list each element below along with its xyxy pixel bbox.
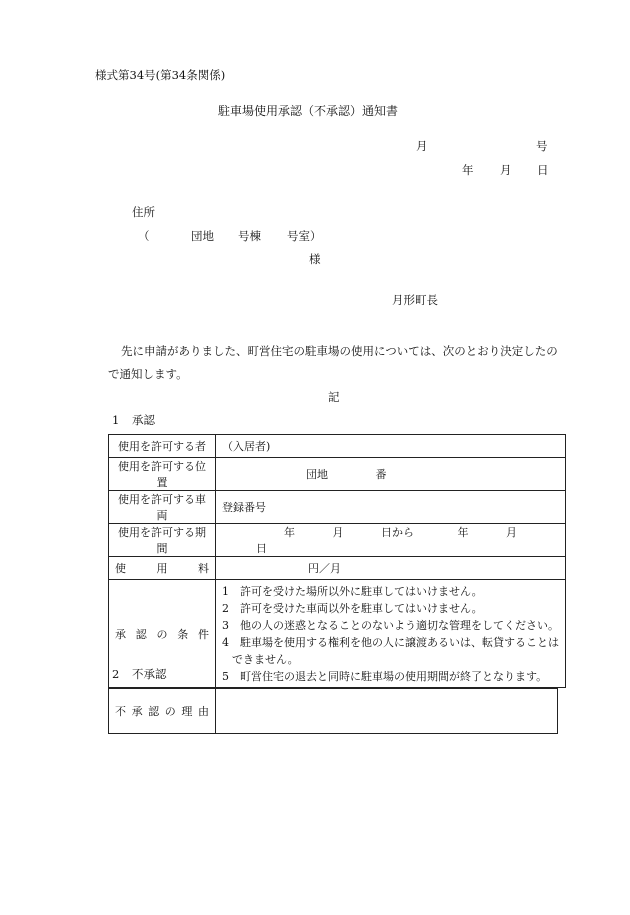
- honorific: 様: [309, 252, 321, 266]
- label-char: 用: [156, 562, 168, 575]
- row-value-person: [216, 435, 566, 458]
- date-day: 日: [537, 163, 549, 177]
- label-char: 理: [181, 705, 193, 718]
- unit-room: 号室）: [287, 229, 322, 243]
- date-year: 年: [462, 163, 474, 177]
- conditions-label: [115, 626, 209, 642]
- date-month: 月: [500, 163, 512, 177]
- label-char: 承: [115, 627, 126, 641]
- row-label-text: 使用を許可する位置: [118, 460, 206, 489]
- fee-value: 円／月: [308, 562, 341, 575]
- period-month-2: 月: [506, 526, 517, 539]
- ki-heading: 記: [328, 390, 340, 404]
- label-char: の: [164, 705, 176, 718]
- condition-item-4: 4 駐車場を使用する権利を他の人に譲渡あるいは、転貸することは: [222, 635, 559, 649]
- document-title: 駐車場使用承認（不承認）通知書: [218, 104, 399, 118]
- address-label: 住所: [132, 205, 155, 219]
- table-row: [109, 689, 558, 734]
- section2-heading: 不承認: [132, 667, 167, 681]
- reason-label: [115, 703, 209, 719]
- table-row: [109, 435, 566, 458]
- row-label-person: [109, 435, 216, 458]
- period-day-2: 日: [256, 542, 267, 555]
- row-label-text: 使用を許可する期間: [118, 526, 206, 555]
- period-year-2: 年: [457, 526, 469, 539]
- row-value-reason: [216, 689, 558, 734]
- section2-number: 2: [112, 667, 120, 681]
- issuer: 月形町長: [392, 293, 438, 307]
- condition-item-5: 5 町営住宅の退去と同時に駐車場の使用期間が終了となります。: [222, 669, 548, 683]
- label-char: 件: [198, 627, 209, 641]
- unit-building: 号棟: [238, 229, 261, 243]
- label-char: 料: [198, 562, 209, 575]
- period-month-1: 月: [332, 526, 344, 539]
- approval-table: [108, 434, 566, 688]
- location-danchi: 団地: [306, 468, 328, 481]
- row-label-fee: [109, 557, 216, 580]
- label-char: 認: [135, 627, 147, 641]
- table-row: [109, 458, 566, 491]
- row-value-vehicle: [216, 491, 566, 524]
- body-line-1: 先に申請がありました、町営住宅の駐車場の使用については、次のとおり決定したの: [121, 344, 558, 358]
- label-char: 不: [115, 705, 126, 718]
- period-year-1: 年: [284, 526, 295, 539]
- section1-heading: 承認: [132, 413, 155, 427]
- fee-label: [115, 560, 209, 576]
- row-label-location: [109, 458, 216, 491]
- label-char: 由: [197, 705, 209, 718]
- unit-open-paren: （: [138, 229, 150, 243]
- period-day-1: 日から: [381, 526, 414, 539]
- form-number: 様式第34号(第34条関係): [95, 68, 226, 82]
- table-row: [109, 524, 566, 557]
- table-row: [109, 557, 566, 580]
- condition-item-4-cont: できません。: [232, 652, 299, 666]
- location-ban: 番: [375, 468, 387, 481]
- label-char: 承: [131, 705, 143, 718]
- label-char: の: [156, 627, 168, 641]
- table-row: [109, 580, 566, 688]
- condition-item-2: 2 許可を受けた車両以外を駐車してはいけません。: [222, 601, 483, 615]
- row-label-reason: [109, 689, 216, 734]
- row-value-text: （入居者): [222, 440, 271, 453]
- unit-danchi: 団地: [191, 229, 214, 243]
- condition-item-1: 1 許可を受けた場所以外に駐車してはいけません。: [222, 584, 483, 598]
- label-char: 条: [177, 627, 189, 641]
- condition-item-3: 3 他の人の迷惑となることのないよう適切な管理をしてください。: [222, 618, 559, 632]
- body-line-2: で通知します。: [108, 367, 188, 381]
- section1-number: 1: [112, 413, 120, 427]
- row-value-period: [216, 524, 566, 557]
- row-value-text: 登録番号: [222, 501, 266, 514]
- row-value-location: [216, 458, 566, 491]
- row-label-text: 使用を許可する者: [118, 440, 206, 453]
- number-month: 月: [416, 139, 428, 153]
- label-char: 使: [115, 562, 126, 575]
- row-label-period: [109, 524, 216, 557]
- table-row: [109, 491, 566, 524]
- label-char: 認: [148, 705, 160, 718]
- row-label-text: 使用を許可する車両: [118, 493, 206, 522]
- row-value-fee: [216, 557, 566, 580]
- row-value-conditions: [216, 580, 566, 688]
- rejection-table: [108, 688, 558, 734]
- row-label-vehicle: [109, 491, 216, 524]
- number-suffix: 号: [536, 139, 548, 153]
